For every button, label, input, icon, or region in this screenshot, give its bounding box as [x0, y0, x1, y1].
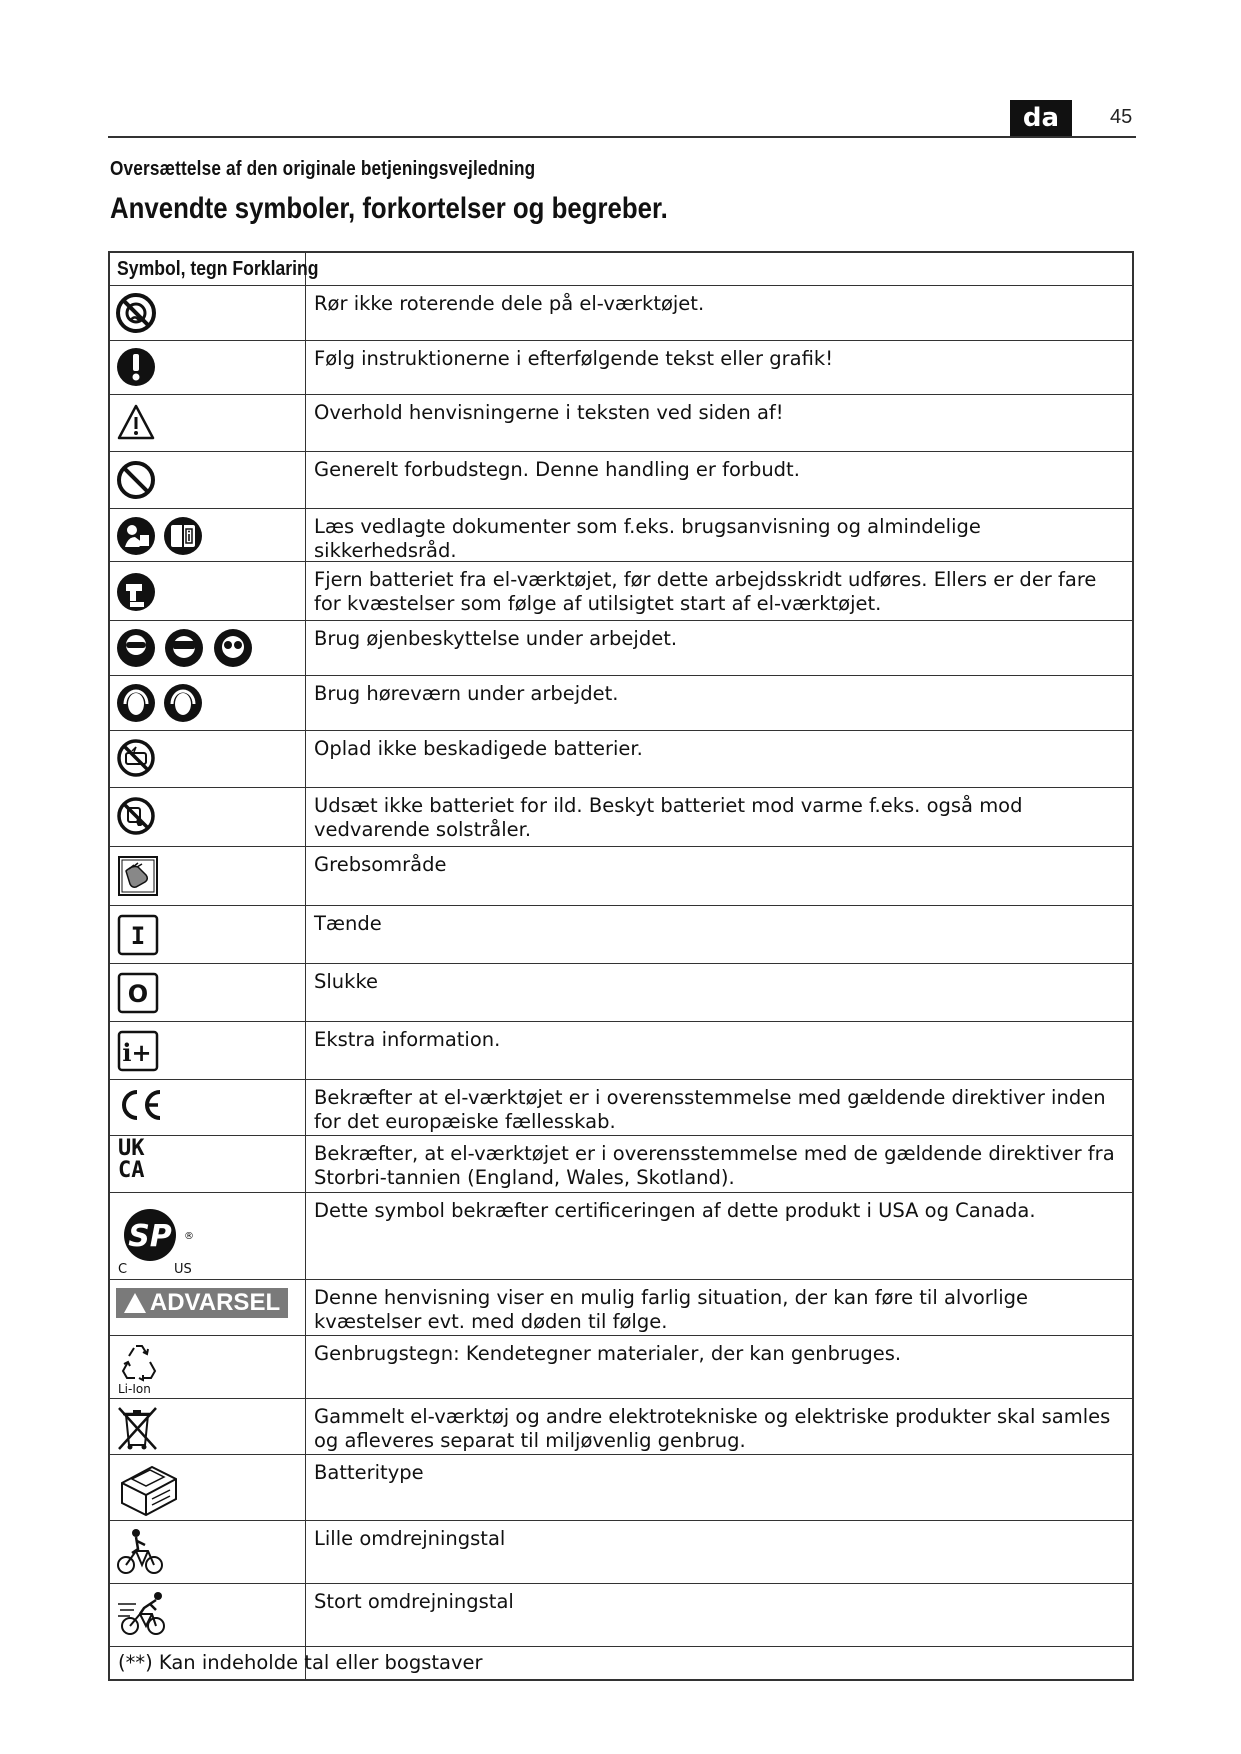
svg-text:I: I: [130, 922, 146, 950]
mandatory-exclamation-icon: [116, 347, 156, 387]
table-row: [110, 675, 1132, 730]
table-row: [110, 1192, 1132, 1279]
read-manual-icon: [116, 515, 206, 557]
table-row: [110, 620, 1132, 675]
symbols-table: [108, 251, 1134, 1681]
document-subtitle: Oversættelse af den originale betjeningsvejledning: [110, 158, 536, 180]
svg-text:®: ®: [184, 1231, 194, 1242]
row-description: Stort omdrejningstal: [314, 1590, 514, 1613]
row-description: Lille omdrejningstal: [314, 1527, 506, 1550]
row-description: Bekræfter at el-værktøjet er i overensstemmelse med gældende direktiver inden for det europæiske fællesskab.: [314, 1086, 1106, 1133]
row-description: Udsæt ikke batteriet for ild. Beskyt batteriet mod varme f.eks. også mod vedvarende solstråler.: [314, 794, 1023, 841]
row-description: Batteritype: [314, 1461, 424, 1484]
no-charge-damaged-battery-icon: [116, 738, 156, 778]
symbol-cell: [110, 906, 306, 963]
table-row: [110, 508, 1132, 561]
info-icon: [117, 1030, 159, 1072]
symbol-cell: [110, 1399, 306, 1454]
ear-protection-icon: [116, 682, 206, 724]
row-description: Rør ikke roterende dele på el-værktøjet.: [314, 292, 705, 315]
row-description: Læs vedlagte dokumenter som f.eks. brugsanvisning og almindelige sikkerhedsråd.: [314, 515, 981, 562]
svg-text:SP: SP: [128, 1219, 172, 1254]
row-description: Gammelt el-værktøj og andre elektrotekniske og elektriske produkter skal samles og afleveres separat til miljøvenlig genbrug.: [314, 1405, 1111, 1452]
page-title: Anvendte symboler, forkortelser og begreber.: [110, 192, 668, 225]
row-description: Bekræfter, at el-værktøjet er i overensstemmelse med de gældende direktiver fra Storbri-tannien (England, Wales, Skotland).: [314, 1142, 1115, 1189]
ukca-mark-icon: UK CA: [118, 1136, 145, 1183]
header-rule: [108, 136, 1136, 138]
table-row: [110, 394, 1132, 451]
row-description: Denne henvisning viser en mulig farlig situation, der kan føre til alvorlige kvæstelser evt. med døden til følge.: [314, 1286, 1029, 1333]
battery-pack-icon: [116, 1459, 182, 1517]
table-row: [110, 451, 1132, 508]
table-row: [110, 1398, 1132, 1454]
ce-mark-icon: [118, 1088, 164, 1122]
row-description: Slukke: [314, 970, 379, 993]
svg-text:Li-Ion: Li-Ion: [118, 1382, 151, 1396]
table-row: [110, 561, 1132, 620]
recycling-icon: [116, 1340, 166, 1396]
symbol-cell: [110, 1584, 306, 1646]
symbol-cell: [110, 452, 306, 508]
table-row: [110, 730, 1132, 787]
svg-text:O: O: [127, 980, 149, 1008]
symbol-cell: [110, 509, 306, 561]
symbol-cell: [110, 286, 306, 340]
table-row: [110, 963, 1132, 1021]
eye-protection-icon: [116, 627, 256, 669]
symbol-cell: [110, 847, 306, 905]
row-description: Fjern batteriet fra el-værktøjet, før dette arbejdsskridt udføres. Ellers er der fare for kvæstelser som følge af utilsigtet start af el-værktøjet.: [314, 568, 1097, 615]
table-row: [110, 1520, 1132, 1583]
symbol-cell: [110, 1455, 306, 1520]
warning-triangle-icon: [116, 403, 156, 441]
svg-text:US: US: [174, 1262, 192, 1275]
footer-note: (**) Kan indeholde tal eller bogstaver: [118, 1651, 483, 1674]
table-row: [110, 1454, 1132, 1520]
symbol-cell: [110, 1521, 306, 1583]
row-description: Dette symbol bekræfter certificeringen af dette produkt i USA og Canada.: [314, 1199, 1036, 1222]
warning-triangle-icon: [124, 1293, 146, 1313]
symbol-cell: [110, 964, 306, 1021]
symbol-cell: [110, 341, 306, 394]
symbol-cell: [110, 1193, 306, 1279]
symbol-cell: [110, 1022, 306, 1079]
row-description: Brug høreværn under arbejdet.: [314, 682, 619, 705]
power-on-icon: [117, 914, 159, 956]
language-badge: da: [1010, 100, 1072, 136]
power-off-icon: [117, 972, 159, 1014]
svg-text:i+: i+: [122, 1038, 152, 1067]
remove-battery-icon: [116, 572, 156, 612]
row-description: Grebsområde: [314, 853, 447, 876]
slow-speed-bicycle-icon: [116, 1527, 166, 1577]
row-description: Ekstra information.: [314, 1028, 501, 1051]
table-footer-row: [110, 1646, 1132, 1679]
weee-bin-icon: [116, 1405, 160, 1451]
table-row: [110, 1021, 1132, 1079]
table-row: [110, 1335, 1132, 1398]
symbol-cell: [110, 1336, 306, 1398]
symbol-cell: [110, 562, 306, 620]
table-row: [110, 285, 1132, 340]
symbol-cell: [110, 676, 306, 730]
row-description: Generelt forbudstegn. Denne handling er forbudt.: [314, 458, 800, 481]
grip-area-icon: [117, 855, 159, 897]
prohibition-icon: [116, 460, 156, 500]
fast-speed-bicycle-icon: [116, 1590, 172, 1638]
row-description: Overhold henvisningerne i teksten ved siden af!: [314, 401, 784, 424]
row-description: Tænde: [314, 912, 382, 935]
symbol-cell: [110, 731, 306, 787]
symbol-cell: [110, 395, 306, 451]
column-header: Symbol, tegn Forklaring: [117, 258, 319, 280]
row-description: Følg instruktionerne i efterfølgende tekst eller grafik!: [314, 347, 834, 370]
table-row: [110, 1279, 1132, 1335]
no-touch-rotating-icon: [116, 293, 156, 333]
table-header-row: [110, 253, 1132, 285]
row-description: Oplad ikke beskadigede batterier.: [314, 737, 643, 760]
table-row: [110, 1135, 1132, 1192]
table-row: [110, 1583, 1132, 1646]
table-row: [110, 846, 1132, 905]
row-description: Genbrugstegn: Kendetegner materialer, der kan genbruges.: [314, 1342, 902, 1365]
row-description: Brug øjenbeskyttelse under arbejdet.: [314, 627, 678, 650]
svg-text:C: C: [118, 1262, 128, 1275]
symbol-cell: [110, 788, 306, 846]
no-fire-battery-icon: [116, 796, 156, 836]
symbol-cell: [110, 621, 306, 675]
advarsel-label-icon: ADVARSEL: [116, 1288, 288, 1318]
symbol-cell: [110, 1280, 306, 1335]
table-row: [110, 1079, 1132, 1135]
page-number: 45: [1110, 106, 1133, 128]
symbol-cell: [110, 1136, 306, 1192]
symbol-cell: [110, 1080, 306, 1135]
table-row: [110, 787, 1132, 846]
csa-mark-icon: [116, 1199, 206, 1275]
table-row: [110, 905, 1132, 963]
table-row: [110, 340, 1132, 394]
